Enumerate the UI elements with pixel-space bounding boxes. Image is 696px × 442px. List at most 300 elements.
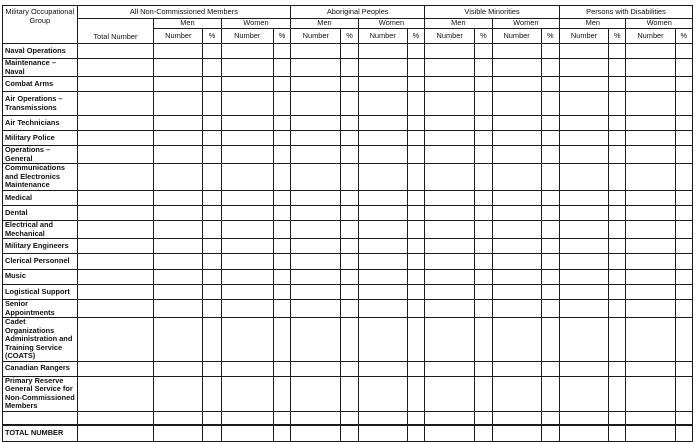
percent-cell[interactable] <box>675 206 692 221</box>
percent-cell[interactable] <box>203 284 221 299</box>
number-cell[interactable] <box>560 269 609 284</box>
percent-cell[interactable] <box>475 206 492 221</box>
total-number-cell[interactable] <box>77 376 154 411</box>
number-cell[interactable] <box>154 254 203 269</box>
number-cell[interactable] <box>425 92 475 116</box>
number-cell[interactable] <box>425 59 475 77</box>
percent-cell[interactable] <box>609 59 626 77</box>
percent-cell[interactable] <box>341 361 358 376</box>
percent-cell[interactable] <box>273 318 290 362</box>
number-cell[interactable] <box>358 92 407 116</box>
number-cell[interactable] <box>358 300 407 318</box>
number-cell[interactable] <box>492 318 541 362</box>
percent-cell[interactable] <box>203 115 221 130</box>
percent-cell[interactable] <box>273 254 290 269</box>
number-cell[interactable] <box>221 284 273 299</box>
percent-cell[interactable] <box>273 411 290 425</box>
percent-cell[interactable] <box>675 318 692 362</box>
percent-cell[interactable] <box>609 190 626 205</box>
number-cell[interactable] <box>154 77 203 92</box>
number-cell[interactable] <box>560 318 609 362</box>
number-cell[interactable] <box>425 164 475 191</box>
percent-cell[interactable] <box>609 318 626 362</box>
number-cell[interactable] <box>425 284 475 299</box>
number-cell[interactable] <box>492 77 541 92</box>
percent-cell[interactable] <box>541 115 559 130</box>
percent-cell[interactable] <box>675 115 692 130</box>
percent-cell[interactable] <box>273 269 290 284</box>
number-cell[interactable] <box>560 239 609 254</box>
number-cell[interactable] <box>291 411 341 425</box>
number-cell[interactable] <box>425 318 475 362</box>
number-cell[interactable] <box>560 411 609 425</box>
percent-cell[interactable] <box>341 376 358 411</box>
percent-cell[interactable] <box>407 239 424 254</box>
number-cell[interactable] <box>291 146 341 164</box>
percent-cell[interactable] <box>541 318 559 362</box>
number-cell[interactable] <box>492 239 541 254</box>
number-cell[interactable] <box>626 284 675 299</box>
total-number-cell[interactable] <box>77 146 154 164</box>
percent-cell[interactable] <box>475 300 492 318</box>
percent-cell[interactable] <box>541 164 559 191</box>
percent-cell[interactable] <box>203 269 221 284</box>
number-cell[interactable] <box>221 254 273 269</box>
percent-cell[interactable] <box>341 164 358 191</box>
percent-cell[interactable] <box>273 190 290 205</box>
number-cell[interactable] <box>492 131 541 146</box>
percent-cell[interactable] <box>541 361 559 376</box>
number-cell[interactable] <box>492 284 541 299</box>
number-cell[interactable] <box>154 164 203 191</box>
number-cell[interactable] <box>492 300 541 318</box>
percent-cell[interactable] <box>609 44 626 59</box>
percent-cell[interactable] <box>475 59 492 77</box>
total-number-cell[interactable] <box>77 77 154 92</box>
number-cell[interactable] <box>425 376 475 411</box>
number-cell[interactable] <box>560 115 609 130</box>
number-cell[interactable] <box>291 77 341 92</box>
number-cell[interactable] <box>560 206 609 221</box>
percent-cell[interactable] <box>475 92 492 116</box>
number-cell[interactable] <box>425 44 475 59</box>
percent-cell[interactable] <box>273 92 290 116</box>
number-cell[interactable] <box>425 411 475 425</box>
percent-cell[interactable] <box>203 254 221 269</box>
percent-cell[interactable] <box>609 269 626 284</box>
percent-cell[interactable] <box>341 59 358 77</box>
number-cell[interactable] <box>358 206 407 221</box>
number-cell[interactable] <box>425 361 475 376</box>
percent-cell[interactable] <box>675 221 692 239</box>
number-cell[interactable] <box>154 221 203 239</box>
percent-cell[interactable] <box>407 269 424 284</box>
number-cell[interactable] <box>291 361 341 376</box>
number-cell[interactable] <box>154 131 203 146</box>
percent-cell[interactable] <box>609 115 626 130</box>
percent-cell[interactable] <box>341 44 358 59</box>
percent-cell[interactable] <box>675 254 692 269</box>
number-cell[interactable] <box>626 221 675 239</box>
number-cell[interactable] <box>425 146 475 164</box>
percent-cell[interactable] <box>341 411 358 425</box>
number-cell[interactable] <box>291 164 341 191</box>
percent-cell[interactable] <box>541 269 559 284</box>
percent-cell[interactable] <box>407 361 424 376</box>
percent-cell[interactable] <box>407 411 424 425</box>
percent-cell[interactable] <box>475 318 492 362</box>
percent-cell[interactable] <box>407 44 424 59</box>
number-cell[interactable] <box>154 206 203 221</box>
number-cell[interactable] <box>291 131 341 146</box>
number-cell[interactable] <box>291 300 341 318</box>
number-cell[interactable] <box>560 284 609 299</box>
number-cell[interactable] <box>626 254 675 269</box>
number-cell[interactable] <box>221 300 273 318</box>
number-cell[interactable] <box>291 92 341 116</box>
number-cell[interactable] <box>626 376 675 411</box>
total-number-cell[interactable] <box>77 190 154 205</box>
percent-cell[interactable] <box>675 59 692 77</box>
percent-cell[interactable] <box>475 190 492 205</box>
percent-cell[interactable] <box>341 131 358 146</box>
total-number-cell[interactable] <box>77 131 154 146</box>
number-cell[interactable] <box>291 115 341 130</box>
total-number-cell[interactable] <box>77 221 154 239</box>
number-cell[interactable] <box>560 59 609 77</box>
number-cell[interactable] <box>291 221 341 239</box>
number-cell[interactable] <box>221 77 273 92</box>
total-number-cell[interactable] <box>77 361 154 376</box>
percent-cell[interactable] <box>407 300 424 318</box>
percent-cell[interactable] <box>675 411 692 425</box>
percent-cell[interactable] <box>609 361 626 376</box>
number-cell[interactable] <box>358 318 407 362</box>
percent-cell[interactable] <box>273 361 290 376</box>
number-cell[interactable] <box>154 190 203 205</box>
percent-cell[interactable] <box>675 284 692 299</box>
number-cell[interactable] <box>221 361 273 376</box>
number-cell[interactable] <box>154 361 203 376</box>
percent-cell[interactable] <box>541 92 559 116</box>
percent-cell[interactable] <box>203 361 221 376</box>
percent-cell[interactable] <box>675 77 692 92</box>
percent-cell[interactable] <box>475 146 492 164</box>
number-cell[interactable] <box>221 318 273 362</box>
number-cell[interactable] <box>626 131 675 146</box>
number-cell[interactable] <box>291 239 341 254</box>
number-cell[interactable] <box>154 411 203 425</box>
number-cell[interactable] <box>221 59 273 77</box>
number-cell[interactable] <box>492 190 541 205</box>
number-cell[interactable] <box>358 44 407 59</box>
percent-cell[interactable] <box>475 221 492 239</box>
number-cell[interactable] <box>291 269 341 284</box>
number-cell[interactable] <box>626 146 675 164</box>
number-cell[interactable] <box>626 206 675 221</box>
number-cell[interactable] <box>425 115 475 130</box>
total-number-cell[interactable] <box>77 115 154 130</box>
percent-cell[interactable] <box>203 146 221 164</box>
number-cell[interactable] <box>492 44 541 59</box>
number-cell[interactable] <box>221 221 273 239</box>
number-cell[interactable] <box>358 59 407 77</box>
number-cell[interactable] <box>492 115 541 130</box>
number-cell[interactable] <box>626 77 675 92</box>
percent-cell[interactable] <box>609 92 626 116</box>
number-cell[interactable] <box>560 131 609 146</box>
percent-cell[interactable] <box>273 146 290 164</box>
percent-cell[interactable] <box>203 44 221 59</box>
number-cell[interactable] <box>358 284 407 299</box>
number-cell[interactable] <box>626 44 675 59</box>
number-cell[interactable] <box>560 164 609 191</box>
number-cell[interactable] <box>358 146 407 164</box>
percent-cell[interactable] <box>407 318 424 362</box>
number-cell[interactable] <box>492 221 541 239</box>
percent-cell[interactable] <box>273 77 290 92</box>
percent-cell[interactable] <box>609 131 626 146</box>
number-cell[interactable] <box>492 164 541 191</box>
number-cell[interactable] <box>626 115 675 130</box>
number-cell[interactable] <box>425 131 475 146</box>
percent-cell[interactable] <box>475 164 492 191</box>
number-cell[interactable] <box>626 239 675 254</box>
percent-cell[interactable] <box>609 239 626 254</box>
percent-cell[interactable] <box>609 206 626 221</box>
percent-cell[interactable] <box>341 146 358 164</box>
number-cell[interactable] <box>221 115 273 130</box>
number-cell[interactable] <box>358 376 407 411</box>
number-cell[interactable] <box>221 190 273 205</box>
percent-cell[interactable] <box>273 164 290 191</box>
total-number-cell[interactable] <box>77 59 154 77</box>
percent-cell[interactable] <box>273 59 290 77</box>
percent-cell[interactable] <box>541 376 559 411</box>
percent-cell[interactable] <box>341 284 358 299</box>
percent-cell[interactable] <box>203 411 221 425</box>
percent-cell[interactable] <box>609 376 626 411</box>
percent-cell[interactable] <box>609 221 626 239</box>
number-cell[interactable] <box>154 59 203 77</box>
percent-cell[interactable] <box>609 77 626 92</box>
number-cell[interactable] <box>492 376 541 411</box>
number-cell[interactable] <box>221 164 273 191</box>
number-cell[interactable] <box>358 269 407 284</box>
percent-cell[interactable] <box>475 239 492 254</box>
percent-cell[interactable] <box>407 284 424 299</box>
percent-cell[interactable] <box>675 239 692 254</box>
number-cell[interactable] <box>154 115 203 130</box>
number-cell[interactable] <box>358 115 407 130</box>
percent-cell[interactable] <box>407 131 424 146</box>
number-cell[interactable] <box>221 206 273 221</box>
percent-cell[interactable] <box>341 77 358 92</box>
number-cell[interactable] <box>492 206 541 221</box>
number-cell[interactable] <box>492 411 541 425</box>
percent-cell[interactable] <box>609 146 626 164</box>
total-number-cell[interactable] <box>77 254 154 269</box>
total-number-cell[interactable] <box>77 92 154 116</box>
percent-cell[interactable] <box>203 239 221 254</box>
percent-cell[interactable] <box>341 190 358 205</box>
number-cell[interactable] <box>425 206 475 221</box>
percent-cell[interactable] <box>341 300 358 318</box>
number-cell[interactable] <box>154 92 203 116</box>
percent-cell[interactable] <box>475 411 492 425</box>
percent-cell[interactable] <box>341 318 358 362</box>
percent-cell[interactable] <box>475 131 492 146</box>
percent-cell[interactable] <box>609 254 626 269</box>
number-cell[interactable] <box>154 239 203 254</box>
number-cell[interactable] <box>560 44 609 59</box>
number-cell[interactable] <box>560 190 609 205</box>
number-cell[interactable] <box>626 300 675 318</box>
number-cell[interactable] <box>221 411 273 425</box>
percent-cell[interactable] <box>675 300 692 318</box>
number-cell[interactable] <box>358 254 407 269</box>
percent-cell[interactable] <box>675 190 692 205</box>
percent-cell[interactable] <box>273 131 290 146</box>
total-number-cell[interactable] <box>77 164 154 191</box>
percent-cell[interactable] <box>541 77 559 92</box>
percent-cell[interactable] <box>341 206 358 221</box>
number-cell[interactable] <box>154 376 203 411</box>
number-cell[interactable] <box>425 190 475 205</box>
percent-cell[interactable] <box>203 221 221 239</box>
number-cell[interactable] <box>291 318 341 362</box>
percent-cell[interactable] <box>203 318 221 362</box>
percent-cell[interactable] <box>475 77 492 92</box>
number-cell[interactable] <box>425 254 475 269</box>
number-cell[interactable] <box>221 146 273 164</box>
total-number-cell[interactable] <box>77 239 154 254</box>
number-cell[interactable] <box>492 92 541 116</box>
number-cell[interactable] <box>358 221 407 239</box>
number-cell[interactable] <box>291 59 341 77</box>
number-cell[interactable] <box>626 411 675 425</box>
number-cell[interactable] <box>221 44 273 59</box>
percent-cell[interactable] <box>203 376 221 411</box>
percent-cell[interactable] <box>273 300 290 318</box>
number-cell[interactable] <box>291 284 341 299</box>
percent-cell[interactable] <box>475 269 492 284</box>
percent-cell[interactable] <box>541 206 559 221</box>
percent-cell[interactable] <box>541 411 559 425</box>
percent-cell[interactable] <box>675 44 692 59</box>
number-cell[interactable] <box>358 77 407 92</box>
number-cell[interactable] <box>221 131 273 146</box>
number-cell[interactable] <box>492 146 541 164</box>
number-cell[interactable] <box>291 190 341 205</box>
number-cell[interactable] <box>626 59 675 77</box>
percent-cell[interactable] <box>407 190 424 205</box>
number-cell[interactable] <box>221 269 273 284</box>
percent-cell[interactable] <box>475 115 492 130</box>
total-number-cell[interactable] <box>77 318 154 362</box>
number-cell[interactable] <box>358 239 407 254</box>
percent-cell[interactable] <box>541 146 559 164</box>
percent-cell[interactable] <box>609 164 626 191</box>
number-cell[interactable] <box>626 269 675 284</box>
percent-cell[interactable] <box>609 411 626 425</box>
total-number-cell[interactable] <box>77 44 154 59</box>
percent-cell[interactable] <box>541 131 559 146</box>
percent-cell[interactable] <box>675 361 692 376</box>
number-cell[interactable] <box>560 361 609 376</box>
percent-cell[interactable] <box>203 164 221 191</box>
number-cell[interactable] <box>358 411 407 425</box>
number-cell[interactable] <box>560 254 609 269</box>
percent-cell[interactable] <box>609 284 626 299</box>
percent-cell[interactable] <box>407 376 424 411</box>
number-cell[interactable] <box>560 77 609 92</box>
number-cell[interactable] <box>221 92 273 116</box>
percent-cell[interactable] <box>273 115 290 130</box>
number-cell[interactable] <box>154 44 203 59</box>
percent-cell[interactable] <box>675 376 692 411</box>
percent-cell[interactable] <box>341 115 358 130</box>
number-cell[interactable] <box>358 190 407 205</box>
percent-cell[interactable] <box>475 284 492 299</box>
number-cell[interactable] <box>560 376 609 411</box>
total-number-cell[interactable] <box>77 206 154 221</box>
percent-cell[interactable] <box>203 92 221 116</box>
number-cell[interactable] <box>626 92 675 116</box>
percent-cell[interactable] <box>273 44 290 59</box>
number-cell[interactable] <box>425 300 475 318</box>
total-number-cell[interactable] <box>77 269 154 284</box>
percent-cell[interactable] <box>407 59 424 77</box>
percent-cell[interactable] <box>273 376 290 411</box>
number-cell[interactable] <box>291 206 341 221</box>
percent-cell[interactable] <box>273 221 290 239</box>
number-cell[interactable] <box>492 59 541 77</box>
number-cell[interactable] <box>626 164 675 191</box>
number-cell[interactable] <box>560 221 609 239</box>
number-cell[interactable] <box>291 376 341 411</box>
percent-cell[interactable] <box>407 164 424 191</box>
number-cell[interactable] <box>626 361 675 376</box>
number-cell[interactable] <box>492 361 541 376</box>
number-cell[interactable] <box>626 190 675 205</box>
percent-cell[interactable] <box>203 206 221 221</box>
percent-cell[interactable] <box>203 300 221 318</box>
number-cell[interactable] <box>221 239 273 254</box>
percent-cell[interactable] <box>541 284 559 299</box>
number-cell[interactable] <box>492 269 541 284</box>
number-cell[interactable] <box>154 146 203 164</box>
percent-cell[interactable] <box>341 221 358 239</box>
number-cell[interactable] <box>492 254 541 269</box>
percent-cell[interactable] <box>475 361 492 376</box>
number-cell[interactable] <box>425 239 475 254</box>
percent-cell[interactable] <box>203 59 221 77</box>
percent-cell[interactable] <box>675 164 692 191</box>
number-cell[interactable] <box>425 269 475 284</box>
number-cell[interactable] <box>154 269 203 284</box>
percent-cell[interactable] <box>203 190 221 205</box>
percent-cell[interactable] <box>407 92 424 116</box>
number-cell[interactable] <box>626 318 675 362</box>
percent-cell[interactable] <box>203 131 221 146</box>
percent-cell[interactable] <box>675 131 692 146</box>
number-cell[interactable] <box>560 146 609 164</box>
percent-cell[interactable] <box>475 376 492 411</box>
total-number-cell[interactable] <box>77 284 154 299</box>
number-cell[interactable] <box>358 131 407 146</box>
percent-cell[interactable] <box>407 146 424 164</box>
